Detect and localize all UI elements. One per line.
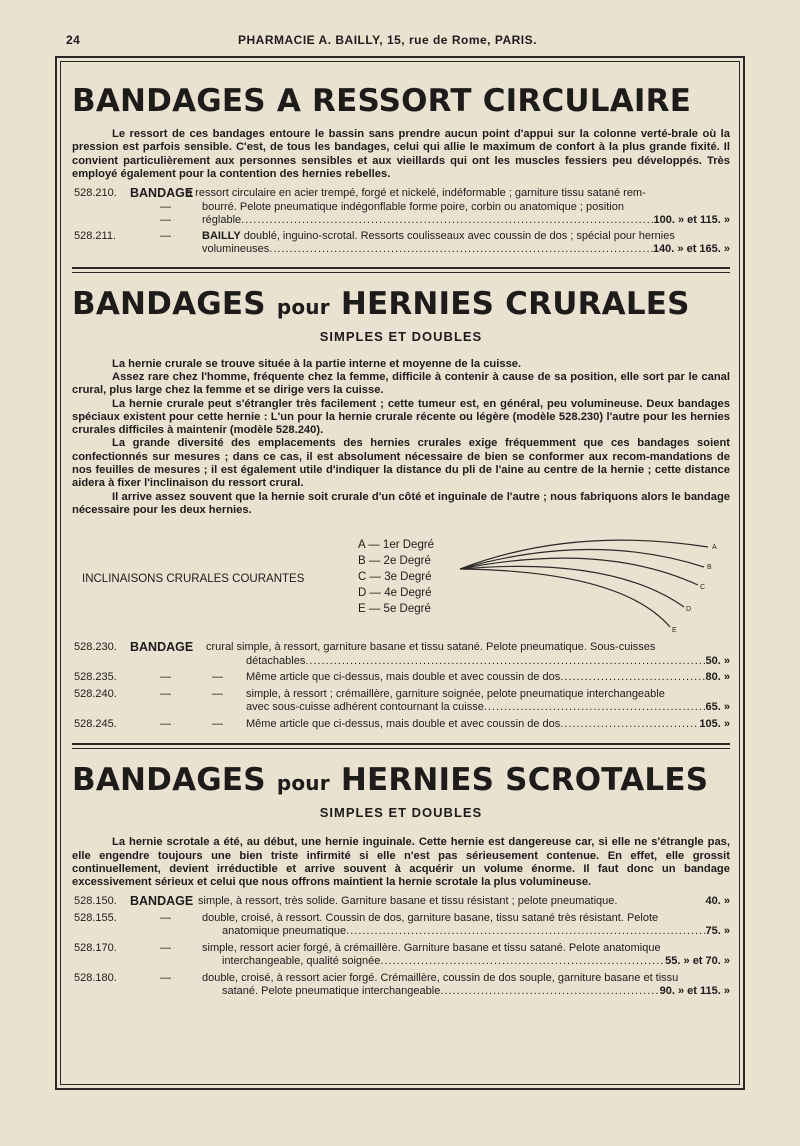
section2-title: BANDAGES pour HERNIES CRURALES [72,285,690,322]
svg-text:B: B [707,564,712,572]
list-item: 528.240. — — simple, à ressort ; crémaillère, garniture soignée, pelote pneumatique interchangeable avec sous-cuisse adhérent contournant la cuisse ..... 65. » [72,688,730,715]
degree-list: A — 1er Degré B — 2e Degré C — 3e Degré D — 4e Degré E — 5e Degré [358,539,435,616]
section3-intro: La hernie scrotale a été, au début, une hernie inguinale. Cette hernie est dangereuse car, si elle ne s'étrangle pas, elle engendre toujours une bien triste infirmité si elle n'est pas sérieusement contenue. En effet, elle grossit continuellement, devient irréductible et arrive souvent à acquérir un volume énorme. Il faut donc un bandage excessivement sérieux et celui que nous offrons maintient la hernie scrotale la plus volumineuse. [72,836,730,889]
page-number: 24 [66,33,81,47]
inclination-curves [452,531,732,641]
list-item: 528.235. — — Même article que ci-dessus, mais double et avec coussin de dos ..... 80. » [72,671,730,685]
header-title: PHARMACIE A. BAILLY, 15, rue de Rome, PARIS. [238,33,537,47]
catalog-content [72,62,730,999]
list-item: 528.180. — double, croisé, à ressort acier forgé. Crémaillère, coussin de dos souple, garniture basane et tissu satané. Pelote pneumatique interchangeable ..... 90. » et 115. » [72,972,730,999]
section3-items [72,895,730,999]
list-item: 528.211. — BAILLY doublé, inguino-scrotal. Ressorts coulisseaux avec coussin de dos ; spécial pour hernies volumineuses ..... 140. » et 165. » [72,230,730,257]
page-header [0,33,800,51]
inclination-figure: INCLINAISONS CRURALES COURANTES A — 1er Degré B — 2e Degré C — 3e Degré D — 4e Degré E — 5e Degré A B C D E [72,531,730,641]
section2-subtitle: SIMPLES ET DOUBLES [319,328,483,344]
svg-text:E: E [672,627,677,635]
section1-title: BANDAGES A RESSORT CIRCULAIRE [72,83,692,119]
list-item: 528.170. — simple, ressort acier forgé, à crémaillère. Garniture basane et tissu satané. Pelote anatomique interchangeable, qualité soignée ..... 55. » et 70. » [72,942,730,969]
list-item: 528.150. BANDAGE simple, à ressort, très solide. Garniture basane et tissu résistant ; pelote pneumatique. 40. » [74,894,730,909]
section3-title: BANDAGES pour HERNIES SCROTALES [72,762,709,799]
list-item: 528.155. — double, croisé, à ressort. Coussin de dos, garniture basane, tissu satané très résistant. Pelote anatomique pneumatique ..... 75. » [72,912,730,939]
section1-items [72,187,730,257]
svg-text:A: A [712,544,717,552]
section1-intro: Le ressort de ces bandages entoure le bassin sans prendre aucun point d'appui sur la colonne verté-brale où la pression est parfois sensible. C'est, de tous les bandages, celui qui allie le maximum de confort à la plus grande fixité. Il convient particulièrement aux personnes sensibles et aux vieillards qui ont les muscles fessiers peu développés. Très employé également pour la contention des hernies rebelles. [72,128,730,180]
svg-text:D: D [686,606,692,614]
list-item: 528.230. BANDAGE crural simple, à ressort, garniture basane et tissu satané. Pelote pneumatique. Sous-cuisses détachables ..... 50. » [72,641,730,668]
list-item: 528.245. — — Même article que ci-dessus, mais double et avec coussin de dos ..... 105. » [72,718,730,732]
svg-text:C: C [700,584,706,592]
list-item: 528.210. BANDAGE à ressort circulaire en acier trempé, forgé et nickelé, indéformable ; garniture tissu satané rem- — — bourré. Pelote pneumatique indégonflable forme poire, corbin ou anatomique ; position réglable ..... 100. » et 115. » [72,187,730,228]
section2-items [72,641,730,731]
divider [72,267,730,273]
divider [72,743,730,749]
section3-subtitle: SIMPLES ET DOUBLES [319,805,483,821]
section2-text: La hernie crurale se trouve située à la partie interne et moyenne de la cuisse. Assez rare chez l'homme, fréquente chez la femme, difficile à contenir à cause de sa position, elle sort par le canal crural, plus large chez la femme et se dirige vers la cuisse. La hernie crurale peut s'étrangler très facilement ; cette tumeur est, en général, peu volumineuse. Deux bandages spéciaux existent pour cette hernie : L'un pour la hernie crurale récente ou légère (modèle 528.230) l'autre pour les hernies crurales difficiles à maintenir (modèle 528.240). La grande diversité des emplacements des hernies crurales exige fréquemment que ces bandages soient confectionnés sur mesures ; dans ce cas, il est absolument nécessaire de bien se conformer aux recom-mandations de nos feuilles de mesures ; il est également utile d'indiquer la distance du pli de l'aine au centre de la hernie ; cette distance aidera à fixer l'inclinaison du ressort crural. Il arrive assez souvent que la hernie soit crurale d'un côté et inguinale de l'autre ; nous fabriquons alors le bandage nécessaire pour les deux hernies. [72,357,730,516]
